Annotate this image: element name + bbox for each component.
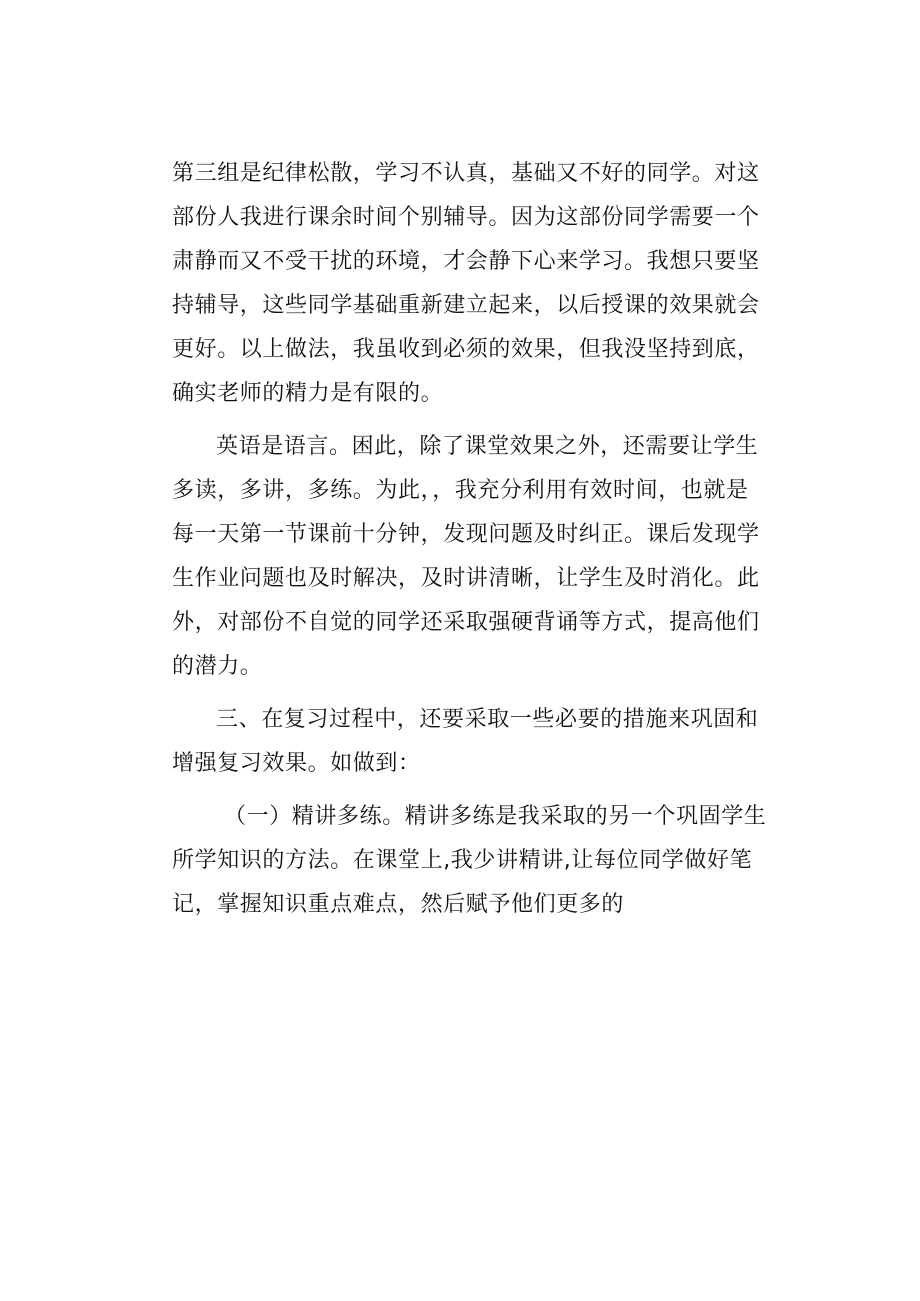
text-line: 持辅导，这些同学基础重新建立起来，以后授课的效果就会 <box>172 293 760 318</box>
text-line: 外，对部份不自觉的同学还采取强硬背诵等方式，提高他们 <box>172 610 760 635</box>
paragraph-1 <box>172 152 760 416</box>
text-line: 每一天第一节课前十分钟，发现问题及时纠正。课后发现学 <box>172 522 760 547</box>
text-line: 多读，多讲，多练。为此，，我充分利用有效时间，也就是 <box>172 478 749 503</box>
paragraph-2 <box>172 425 760 689</box>
paragraph-gap <box>172 689 752 698</box>
text-line: 更好。以上做法，我虽收到必须的效果，但我没坚持到底， <box>172 337 760 362</box>
text-line: 确实老师的精力是有限的。 <box>172 381 444 406</box>
text-line: 部份人我进行课余时间个别辅导。因为这部份同学需要一个 <box>172 205 760 230</box>
paragraph-gap <box>172 786 752 795</box>
document-body <box>172 152 767 927</box>
paragraph-4 <box>172 795 767 927</box>
paragraph-3 <box>172 698 759 786</box>
text-line: 肃静而又不受干扰的环境，才会静下心来学习。我想只要坚 <box>172 249 760 274</box>
text-line: 增强复习效果。如做到： <box>172 751 421 776</box>
text-line: 生作业问题也及时解决，及时讲清晰，让学生及时消化。此 <box>172 566 760 591</box>
text-line: 英语是语言。困此，除了课堂效果之外，还需要让学生 <box>216 434 759 459</box>
text-line: 记，掌握知识重点难点，然后赋予他们更多的 <box>172 892 625 917</box>
text-line: 第三组是纪律松散，学习不认真，基础又不好的同学。对这 <box>172 161 760 186</box>
text-line: 所学知识的方法。在课堂上,我少讲精讲,让每位同学做好笔 <box>172 848 753 873</box>
text-line: （一）精讲多练。精讲多练是我采取的另一个巩固学生 <box>224 804 767 829</box>
text-line: 的潜力。 <box>172 654 263 679</box>
paragraph-gap <box>172 416 752 425</box>
text-line: 三、在复习过程中，还要采取一些必要的措施来巩固和 <box>216 707 759 732</box>
